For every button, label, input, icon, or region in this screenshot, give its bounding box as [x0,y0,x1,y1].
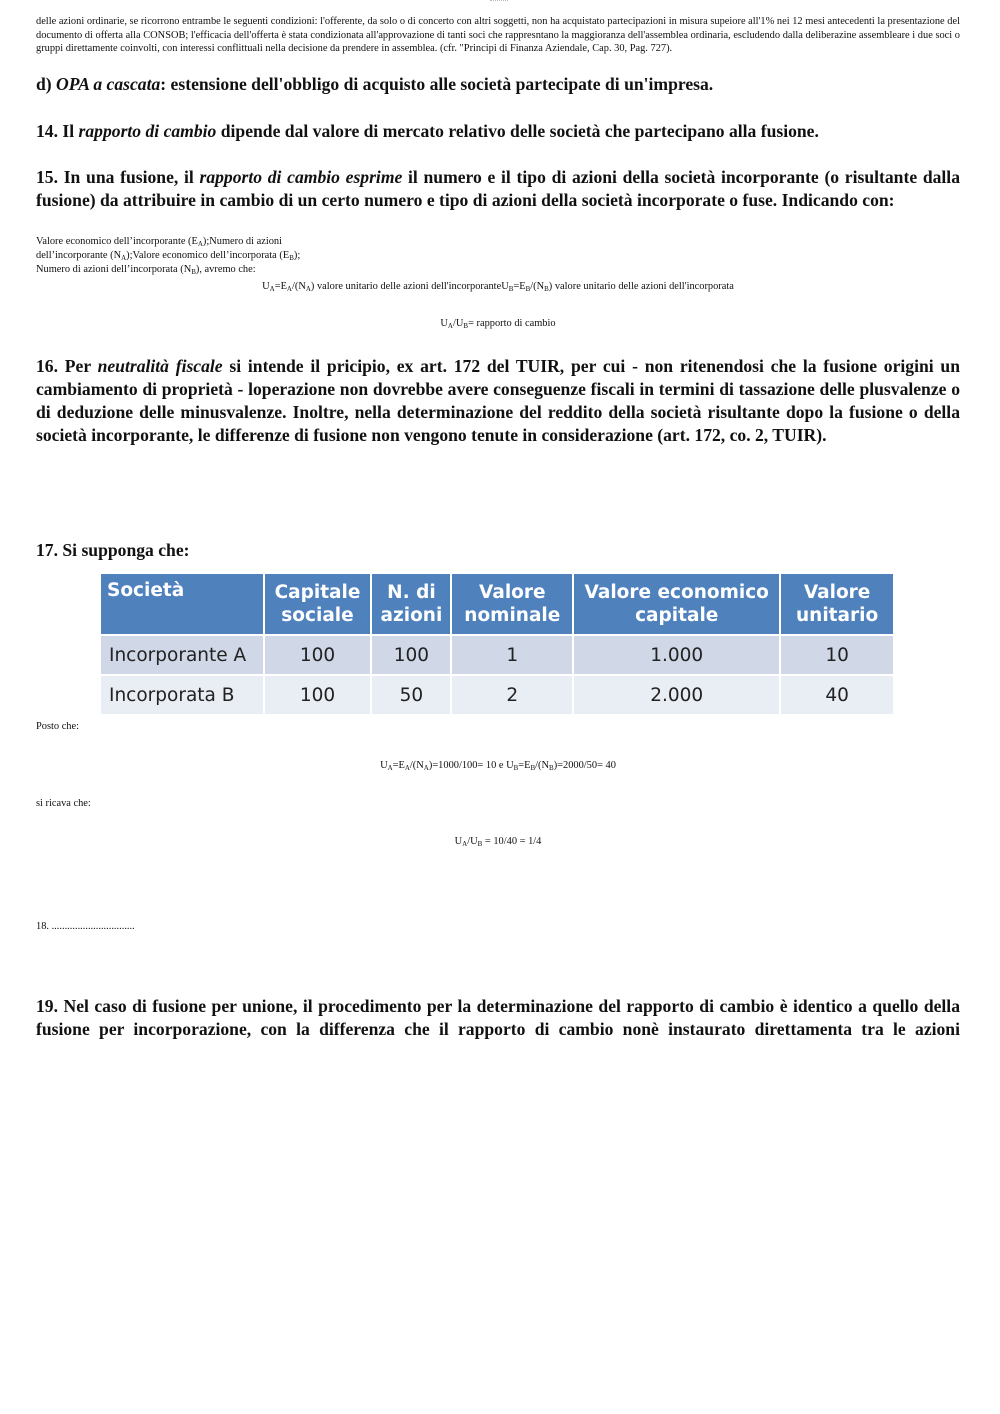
item-14-term: rapporto di cambio [78,121,217,141]
header-valore-economico: Valore economico capitale [573,574,780,635]
cell-azioni: 100 [371,635,451,675]
cell-capitale: 100 [264,675,372,714]
exchange-ratio-formula: $U_A/U_B=$ rapporto di cambio [440,318,556,330]
companies-table [101,574,893,714]
table-row [101,635,893,675]
item-16-prefix: 16. Per [36,356,98,376]
header-valore-nominale: Valore nominale [451,574,573,635]
formula-ua-label: valore unitario delle azioni dell'incorporante [316,281,502,292]
item-d-prefix: d) [36,74,57,94]
cell-unitario: 10 [780,635,893,675]
table-header-row [101,574,893,635]
cell-economico: 2.000 [573,675,780,714]
intro-paragraph: delle azioni ordinarie, se ricorrono entrambe le seguenti condizioni: l'offerente, da solo o di concerto con altri soggetti, non ha acquistato partecipazioni in misura supeiore all'1% nei 12 mesi antecedenti la presentazione del documento di offerta alla CONSOB; l'efficacia dell'offerta è stata condizionata all'approvazione di tanti soci che rappresntano la maggioranza dell'assemblea ordinaria, escludendo dalla deliberazine assembleare i due soci o gruppi direttamente coinvolti, con interessi conflittuali nella decisione da prendere in assemblea. (cfr. "Principi di Finanza Aziendale, Cap. 30, Pag. 727). [36,16,960,55]
posto-che-label: Posto che: [36,721,80,732]
item-17-title: 17. Si supponga che: [36,540,190,560]
item-15 [36,166,960,212]
item-d-term: OPA a cascata [56,74,161,94]
definition-line-1: Valore economico dell’incorporante $(E_A);Numero$ di azioni [36,236,282,248]
result-formula: $U_A/U_B = 10/40 = 1/4$ [454,836,542,848]
header-capitale-sociale: Capitale sociale [264,574,372,635]
definition-line-2: dell’incorporante $(N_A);Valore$ economico dell’incorporata $(E_B)$; [36,250,301,262]
exchange-ratio-label: = rapporto di cambio [468,318,556,329]
header-n-azioni: N. di azioni [371,574,451,635]
companies-table-wrap [101,574,893,714]
cell-capitale: 100 [264,635,372,675]
cell-societa: Incorporante A [101,635,264,675]
item-15-definitions [36,235,960,277]
item-16 [36,355,960,447]
cell-unitario: 40 [780,675,893,714]
cell-nominale: 1 [451,635,573,675]
item-d-rest: : estensione dell'obbligo di acquisto alle società partecipate di un'impresa. [160,74,714,94]
calculation-line: $U_A=E_A/(N_A)=1000/100= 10$ e $U_B=E_B/(N_B)=2000/50= 40$ [380,760,616,772]
definition-line-3: Numero di azioni dell’incorporata $(N_B)$, avremo che: [36,264,256,276]
item-16-rest: si intende il pricipio, ex art. 172 del TUIR, per cui - non ritenendosi che la fusione origini un cambiamento di proprietà - loperazione non dovrebbe avere conseguenze fiscali in termini di tassazione delle plusvalenze o di deduzione delle minusvalenze. Inoltre, nella determinazione del reddito della società risultante dopo la fusione o della società incorporante, le differenze di fusione non vengono tenute in considerazione (art. 172, co. 2, TUIR). [36,356,960,445]
header-valore-unitario: Valore unitario [780,574,893,635]
item-15-rest: il numero e il tipo di azioni della società incorporante (o risultante dalla fusione) da attribuire in cambio di un certo numero e tipo di azioni della società incorporate o fuse. Indicando con: [36,167,960,210]
cell-economico: 1.000 [573,635,780,675]
si-ricava-label: si ricava che: [36,798,91,809]
cell-societa: Incorporata B [101,675,264,714]
item-19: 19. Nel caso di fusione per unione, il procedimento per la determinazione del rapporto di cambio è identico a quello della fusione per incorporazione, con la differenza che il rapporto di cambio nonè instaurato direttamenta tra le azioni [36,996,960,1039]
table-row [101,675,893,714]
item-18: 18. ................................ [36,921,135,932]
item-14-rest: dipende dal valore di mercato relativo delle società che partecipano alla fusione. [216,121,819,141]
item-14-prefix: 14. Il [36,121,79,141]
item-14 [36,120,960,143]
item-16-term: neutralità fiscale [97,356,223,376]
cell-nominale: 2 [451,675,573,714]
page-top-mark [490,0,508,5]
item-15-prefix: 15. In una fusione, il [36,167,200,187]
formula-ub-label: valore unitario delle azioni dell'incorporata [554,281,734,292]
cell-azioni: 50 [371,675,451,714]
header-societa: Società [101,574,264,635]
item-15-term: rapporto di cambio esprime [199,167,403,187]
unit-value-formula: $U_A=E_A/(N_A)$ valore unitario delle azioni $dell'incorporanteU_B=E_B/(N_B)$ valore unitario delle azioni dell'incorporata [262,281,734,293]
item-d [36,73,960,96]
